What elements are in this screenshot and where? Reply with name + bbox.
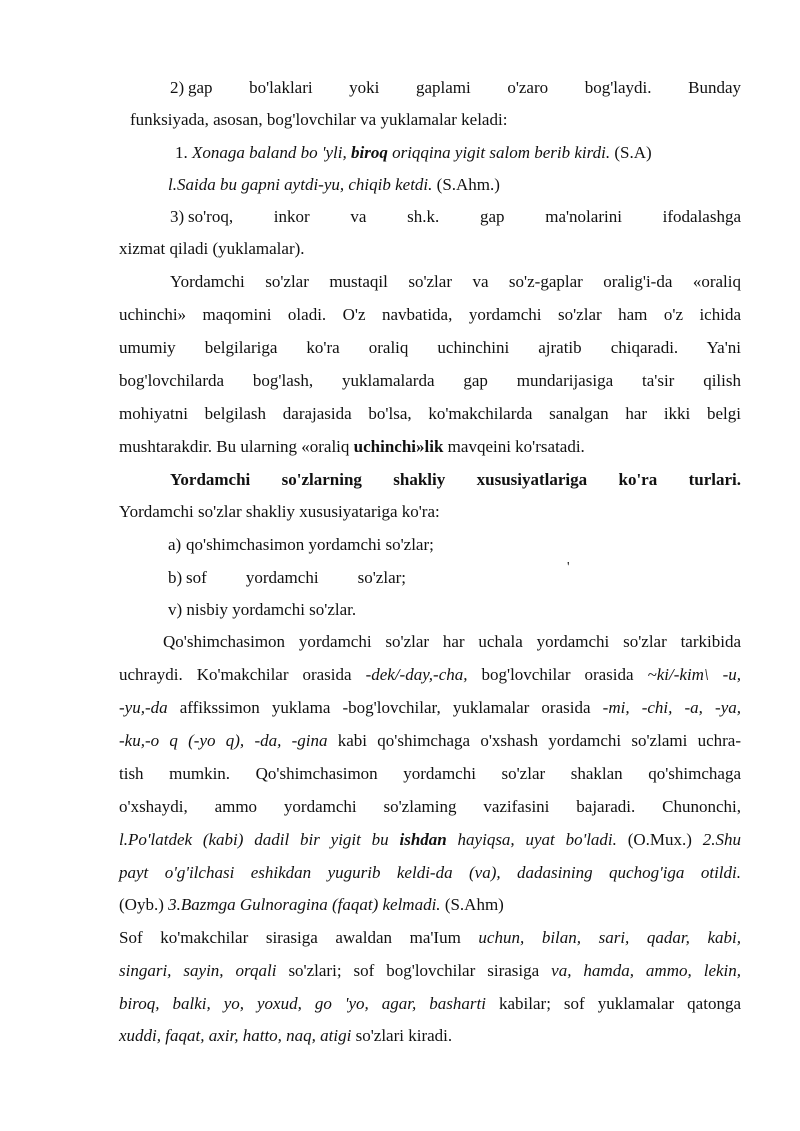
- text-line: [119, 959, 741, 983]
- list-marker: a): [168, 535, 182, 554]
- text-segment: so'zlari; sof bog'lovchilar sirasiga: [288, 961, 540, 980]
- example-words: uchun, bilan, sari, qadar, kabi,: [478, 928, 742, 947]
- example-source: (S.Ahm.): [436, 175, 500, 194]
- text-line: [119, 729, 741, 753]
- example-affix: -yu,-da: [119, 698, 168, 717]
- example-line: [119, 828, 741, 852]
- example-line: [175, 141, 652, 165]
- example-text: Xonaga baland bo 'yli,: [192, 143, 347, 162]
- text-line: gap bo'laklari yoki gaplami o'zaro bog'laydi. Bunday: [188, 78, 741, 97]
- section-heading: Yordamchi so'zlarning shakliy xususiyatlariga ko'ra turlari.: [170, 470, 741, 489]
- example-line: payt o'g'ilchasi eshikdan yugurib keldi-da (va), dadasining quchog'iga otildi.: [119, 863, 741, 882]
- list-number: 3): [170, 207, 185, 226]
- example-text: 2.Shu: [702, 830, 741, 849]
- example-source: (S.Ahm): [444, 895, 504, 914]
- text-line: mohiyatni belgilash darajasida bo'lsa, ko'makchilarda sanalgan har ikki belgi: [119, 404, 741, 423]
- text-line: bog'lovchilarda bog'lash, yuklamalarda gap mundarijasiga ta'sir qilish: [119, 371, 741, 390]
- example-words: biroq, balki, yo, yoxud, go 'yo, agar, basharti: [119, 994, 486, 1013]
- stray-mark: ': [567, 560, 570, 575]
- list-marker: b): [168, 568, 183, 587]
- text-line: funksiyada, asosan, bog'lovchilar va yuklamalar keladi:: [130, 110, 508, 129]
- text-line: uchinchi» maqomini oladi. O'z navbatida, yordamchi so'zlar ham o'z ichida: [119, 305, 741, 324]
- example-affix: -dek/-day,-cha,: [365, 665, 468, 684]
- example-line: [168, 173, 500, 197]
- example-text: 3.Bazmga Gulnoragina (faqat) kelmadi.: [168, 895, 441, 914]
- text-line: so'roq, inkor va sh.k. gap ma'nolarini ifodalashga: [188, 207, 741, 226]
- text-line: [119, 435, 585, 459]
- example-source: (S.A): [614, 143, 652, 162]
- text-line: tish mumkin. Qo'shimchasimon yordamchi so'zlar shaklan qo'shimchaga: [119, 764, 741, 783]
- example-text: hayiqsa, uyat bo'ladi.: [457, 830, 617, 849]
- text-segment: kabilar; sof yuklamalar qatonga: [499, 994, 742, 1013]
- list-item: v) nisbiy yordamchi so'zlar.: [168, 600, 357, 619]
- text-segment: kabi qo'shimchaga o'xshash yordamchi so'zlami uchra-: [337, 731, 741, 750]
- example-affix: -mi, -chi, -a, -ya,: [602, 698, 741, 717]
- text-segment: Sof ko'makchilar sirasiga awaldan ma'Ium: [119, 928, 461, 947]
- text-line: o'xshaydi, ammo yordamchi so'zlaming vazifasini bajaradi. Chunonchi,: [119, 797, 741, 816]
- example-words: xuddi, faqat, axir, hatto, naq, atigi: [119, 1026, 352, 1045]
- example-source: (O.Mux.): [627, 830, 692, 849]
- text-line: [119, 926, 741, 950]
- text-line: [119, 663, 741, 687]
- text-line: Qo'shimchasimon yordamchi so'zlar har uchala yordamchi so'zlar tarkibida: [163, 632, 741, 651]
- text-line: umumiy belgilariga ko'ra oraliq uchinchini ajratib chiqaradi. Ya'ni: [119, 338, 741, 357]
- example-highlight: ishdan: [399, 830, 447, 849]
- example-number: 1.: [175, 143, 188, 162]
- text-segment: mavqeini ko'rsatadi.: [447, 437, 585, 456]
- list-item: sof yordamchi so'zlar;: [186, 568, 406, 587]
- text-segment: affikssimon yuklama -bog'lovchilar, yuklamalar orasida: [179, 698, 591, 717]
- example-affix: ~ki/-kim\ -u,: [647, 665, 742, 684]
- example-text: l.Saida bu gapni aytdi-yu, chiqib ketdi.: [168, 175, 433, 194]
- bold-term: uchinchi»lik: [353, 437, 444, 456]
- text-line: [119, 696, 741, 720]
- text-line: [119, 992, 741, 1016]
- text-line: [119, 1024, 452, 1048]
- example-text: oriqqina yigit salom berib kirdi.: [392, 143, 611, 162]
- list-number: 2): [170, 78, 185, 97]
- example-words: va, hamda, ammo, lekin,: [551, 961, 742, 980]
- text-segment: uchraydi. Ko'makchilar orasida: [119, 665, 352, 684]
- text-segment: so'zlari kiradi.: [355, 1026, 453, 1045]
- example-line: [119, 893, 504, 917]
- example-highlight: biroq: [351, 143, 388, 162]
- example-words: singari, sayin, orqali: [119, 961, 277, 980]
- example-text: l.Po'latdek (kabi) dadil bir yigit bu: [119, 830, 389, 849]
- text-segment: bog'lovchilar orasida: [481, 665, 634, 684]
- example-affix: -ku,-o q (-yo q), -da, -gina: [119, 731, 328, 750]
- list-item: qo'shimchasimon yordamchi so'zlar;: [186, 535, 434, 554]
- text-line: xizmat qiladi (yuklamalar).: [119, 239, 305, 258]
- text-line: Yordamchi so'zlar mustaqil so'zlar va so'z-gaplar oralig'i-da «oraliq: [170, 272, 741, 291]
- text-segment: mushtarakdir. Bu ularning «oraliq: [119, 437, 350, 456]
- text-line: Yordamchi so'zlar shakliy xususiyatariga ko'ra:: [119, 502, 440, 521]
- example-source: (Oyb.): [119, 895, 164, 914]
